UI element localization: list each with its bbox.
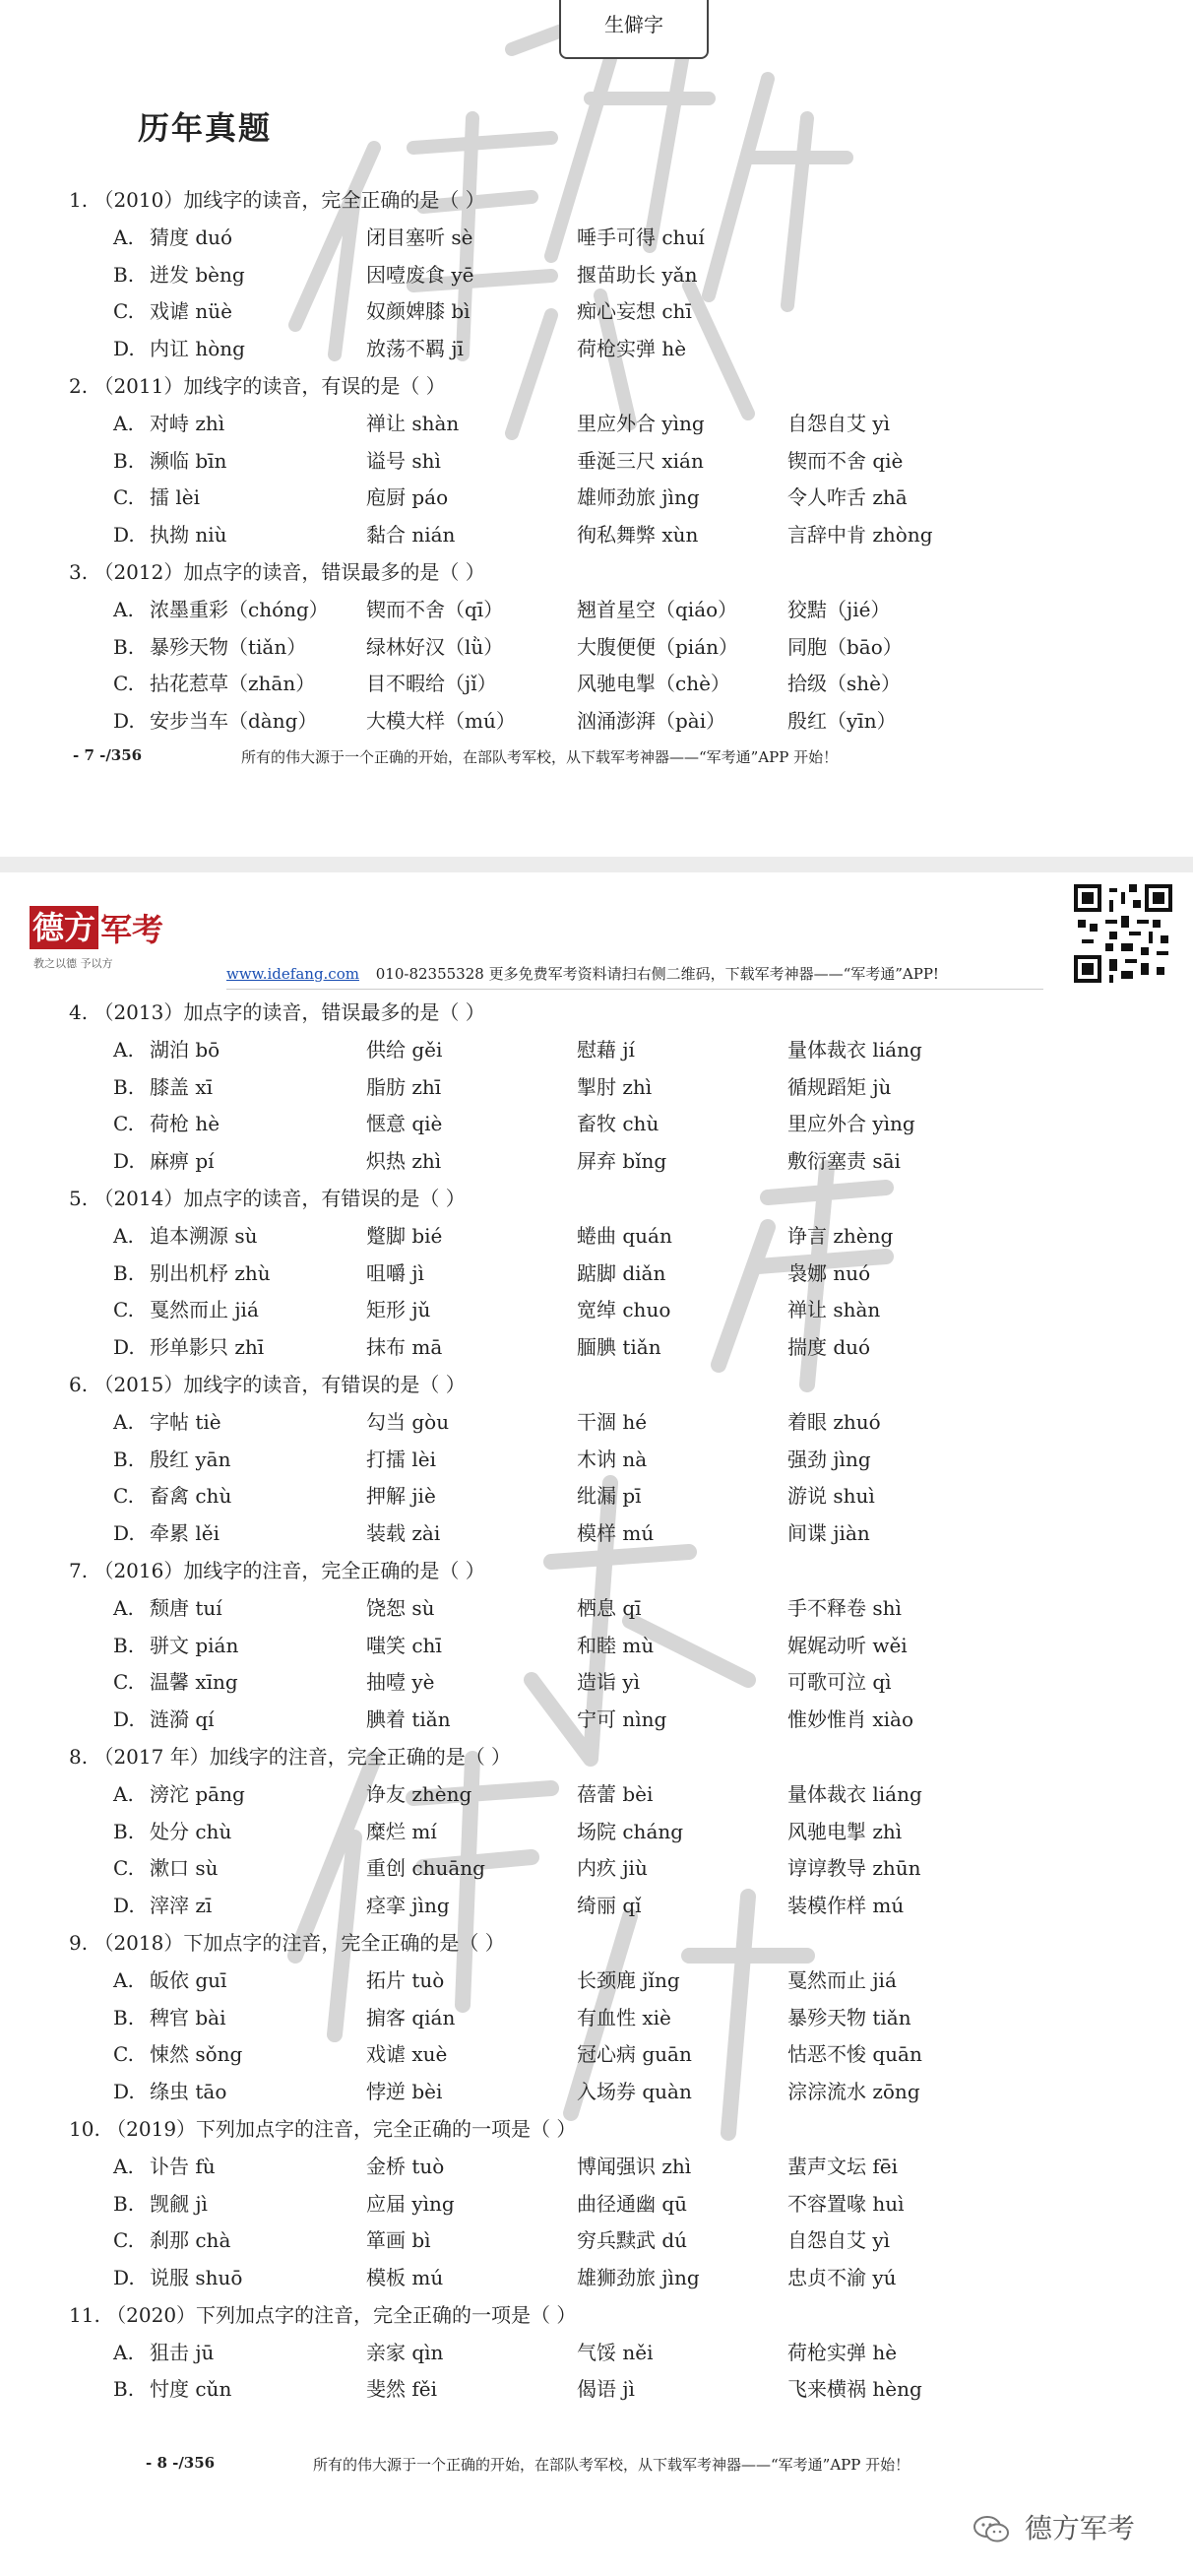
option-item: 悚然 sǒng — [150, 2042, 243, 2067]
option-item: 敷衍塞责 sāi — [787, 1149, 901, 1174]
option-item: 言辞中肯 zhòng — [787, 523, 933, 547]
option-item: 拓片 tuò — [366, 1967, 445, 1992]
option-label: B. — [113, 2005, 135, 2029]
option-item: 蹩脚 bié — [366, 1223, 443, 1248]
option-item: 奴颜婢膝 bì — [366, 299, 471, 324]
option-row — [69, 1218, 1152, 1256]
option-item: 禅让 shàn — [787, 1298, 881, 1322]
page-footer: 所有的伟大源于一个正确的开始，在部队考军校，从下载军考神器——“军考通”APP 开始！ — [241, 748, 839, 766]
question-text: 6. （2015）加线字的读音，有错误的是（ ） — [69, 1372, 466, 1396]
option-label: A. — [113, 1223, 134, 1248]
option-item: 狡黠（jié） — [787, 597, 891, 621]
option-item: 饶恕 sù — [366, 1595, 435, 1620]
option-item: 膝盖 xī — [150, 1074, 214, 1099]
question-stem — [69, 554, 1152, 592]
question-text: 10. （2019）下列加点字的注音，完全正确的一项是（ ） — [69, 2116, 577, 2141]
option-item: 抽噎 yè — [366, 1670, 435, 1695]
option-item: 畜禽 chù — [150, 1484, 232, 1509]
option-label: B. — [113, 448, 135, 473]
option-row — [69, 1404, 1152, 1442]
option-item: 殷红（yīn） — [787, 709, 897, 734]
option-item: 娓娓动听 wěi — [787, 1633, 908, 1657]
header-text: 010-82355328 更多免费军考资料请扫右侧二维码，下载军考神器——“军考通”APP! — [375, 965, 939, 983]
option-item: 踮脚 diǎn — [577, 1260, 666, 1285]
option-item: 淙淙流水 zōng — [787, 2080, 920, 2104]
option-item: 飞来横祸 hèng — [787, 2377, 922, 2402]
option-item: 腆着 tiǎn — [366, 1707, 451, 1732]
option-label: A. — [113, 1409, 134, 1434]
option-item: 模板 mú — [366, 2266, 444, 2290]
option-item: 锲而不舍（qī） — [366, 597, 504, 621]
option-item: 忠贞不渝 yú — [787, 2266, 897, 2290]
option-item: 揠苗助长 yǎn — [577, 262, 698, 287]
option-item: 雄狮劲旅 jìng — [577, 2266, 700, 2290]
question-text: 7. （2016）加线字的注音，完全正确的是（ ） — [69, 1558, 485, 1582]
option-item: 戏谑 xuè — [366, 2042, 448, 2067]
logo-mark: 德方 — [30, 906, 98, 949]
option-label: B. — [113, 1260, 135, 1285]
option-item: 稗官 bài — [150, 2005, 226, 2029]
option-item: 濒临 bīn — [150, 448, 227, 473]
option-row — [69, 1032, 1152, 1069]
option-item: 绿林好汉（lǜ） — [366, 634, 504, 659]
option-item: 勾当 gòu — [366, 1409, 450, 1434]
page-gap — [0, 857, 1193, 872]
option-item: 不容置喙 huì — [787, 2191, 905, 2216]
option-item: 模样 mú — [577, 1521, 655, 1546]
option-item: 掮客 qián — [366, 2005, 456, 2029]
option-row — [69, 1329, 1152, 1367]
option-item: 矩形 jǔ — [366, 1298, 431, 1322]
option-row — [69, 2074, 1152, 2111]
option-item: 诤言 zhèng — [787, 1223, 894, 1248]
option-item: 打擂 lèi — [366, 1447, 436, 1471]
option-item: 博闻强识 zhì — [577, 2154, 692, 2178]
option-item: 栖息 qī — [577, 1595, 642, 1620]
option-item: 自怨自艾 yì — [787, 411, 891, 435]
option-item: 干涸 hé — [577, 1409, 648, 1434]
option-item: 游说 shuì — [787, 1484, 875, 1509]
header-divider — [226, 989, 1043, 990]
option-item: 押解 jiè — [366, 1484, 436, 1509]
question-stem — [69, 2297, 1152, 2335]
question-text: 8. （2017 年）加线字的注音，完全正确的是（ ） — [69, 1744, 512, 1769]
option-item: 气馁 něi — [577, 2340, 654, 2364]
option-item: 戛然而止 jiá — [150, 1298, 259, 1322]
option-item: 别出机杼 zhù — [150, 1260, 271, 1285]
option-item: 牵累 lěi — [150, 1521, 220, 1546]
option-label: C. — [113, 485, 134, 510]
option-item: 里应外合 yìng — [577, 411, 705, 435]
option-label: A. — [113, 2154, 134, 2178]
question-stem — [69, 368, 1152, 406]
option-label: C. — [113, 299, 134, 324]
option-item: 强劲 jìng — [787, 1447, 871, 1471]
option-row — [69, 517, 1152, 554]
option-row — [69, 480, 1152, 517]
wechat-label: 德方军考 — [1024, 2512, 1135, 2544]
question-text: 1. （2010）加线字的读音，完全正确的是（ ） — [69, 188, 485, 212]
page-number: - 7 -/356 — [73, 746, 143, 764]
option-label: C. — [113, 1670, 134, 1695]
option-label: B. — [113, 2191, 135, 2216]
option-item: 供给 gěi — [366, 1037, 443, 1062]
option-item: 殷红 yān — [150, 1447, 231, 1471]
option-item: 袅娜 nuó — [787, 1260, 871, 1285]
option-item: 量体裁衣 liáng — [787, 1781, 922, 1806]
option-item: 怙恶不悛 quān — [787, 2042, 922, 2067]
question-list — [69, 182, 1152, 741]
option-label: A. — [113, 411, 134, 435]
option-row — [69, 1256, 1152, 1293]
question-text: 4. （2013）加点字的读音，错误最多的是（ ） — [69, 1000, 485, 1024]
option-label: D. — [113, 2080, 135, 2104]
option-item: 着眼 zhuó — [787, 1409, 881, 1434]
option-item: 滓滓 zī — [150, 1894, 213, 1918]
option-item: 自怨自艾 yì — [787, 2228, 891, 2253]
option-item: 蜚声文坛 fēi — [787, 2154, 898, 2178]
question-text: 3. （2012）加点字的读音，错误最多的是（ ） — [69, 559, 485, 584]
option-item: 手不释卷 shì — [787, 1595, 902, 1620]
option-row — [69, 443, 1152, 481]
option-row — [69, 257, 1152, 294]
option-row — [69, 1292, 1152, 1329]
option-label: A. — [113, 225, 134, 249]
option-item: 唾手可得 chuí — [577, 225, 705, 249]
option-label: B. — [113, 1074, 135, 1099]
option-item: 戏谑 nüè — [150, 299, 232, 324]
option-item: 痉挛 jìng — [366, 1894, 450, 1918]
option-item: 拈花惹草（zhān） — [150, 672, 316, 696]
question-list — [69, 995, 1152, 2409]
option-item: 迸发 bèng — [150, 262, 245, 287]
option-item: 亲家 qìn — [366, 2340, 444, 2364]
option-item: 追本溯源 sù — [150, 1223, 258, 1248]
option-item: 风驰电掣（chè） — [577, 672, 730, 696]
option-item: 放荡不羁 jī — [366, 337, 464, 361]
option-row — [69, 2371, 1152, 2409]
question-stem — [69, 995, 1152, 1032]
option-item: 金桥 tuò — [366, 2154, 445, 2178]
option-label: D. — [113, 709, 135, 734]
option-item: 湖泊 bō — [150, 1037, 220, 1062]
option-item: 大腹便便（pián） — [577, 634, 739, 659]
option-item: 造诣 yì — [577, 1670, 641, 1695]
option-item: 骈文 pián — [150, 1633, 239, 1657]
question-stem — [69, 1925, 1152, 1963]
option-label: A. — [113, 1781, 134, 1806]
option-row — [69, 2149, 1152, 2186]
option-row — [69, 1702, 1152, 1739]
option-item: 腼腆 tiǎn — [577, 1335, 661, 1360]
option-item: 蓓蕾 bèi — [577, 1781, 654, 1806]
option-label: B. — [113, 634, 135, 659]
page-header — [226, 963, 939, 984]
option-item: 滂沱 pāng — [150, 1781, 245, 1806]
option-item: 可歌可泣 qì — [787, 1670, 892, 1695]
option-label: D. — [113, 1521, 135, 1546]
option-item: 内疚 jiù — [577, 1856, 648, 1881]
option-item: 量体裁衣 liáng — [787, 1037, 922, 1062]
option-item: 雄师劲旅 jìng — [577, 485, 700, 510]
option-item: 汹涌澎湃（pài） — [577, 709, 726, 734]
question-stem — [69, 1739, 1152, 1776]
option-row — [69, 1143, 1152, 1181]
option-row — [69, 1069, 1152, 1107]
option-row — [69, 1776, 1152, 1814]
option-item: 目不暇给（jǐ） — [366, 672, 497, 696]
option-row — [69, 406, 1152, 443]
option-item: 装模作样 mú — [787, 1894, 905, 1918]
option-row — [69, 220, 1152, 257]
option-item: 诤友 zhèng — [366, 1781, 472, 1806]
option-label: D. — [113, 2266, 135, 2290]
option-item: 有血性 xiè — [577, 2005, 671, 2029]
option-row — [69, 293, 1152, 331]
option-item: 暴殄天物（tiǎn） — [150, 634, 307, 659]
option-item: 冠心病 guān — [577, 2042, 692, 2067]
option-row — [69, 1442, 1152, 1479]
option-item: 讣告 fù — [150, 2154, 216, 2178]
option-item: 浓墨重彩（chóng） — [150, 597, 329, 621]
option-item: 戛然而止 jiá — [787, 1967, 897, 1992]
wechat-icon — [973, 2515, 1010, 2544]
option-label: C. — [113, 2228, 134, 2253]
option-label: C. — [113, 1856, 134, 1881]
option-item: 形单影只 zhī — [150, 1335, 265, 1360]
option-item: 咀嚼 jì — [366, 1260, 424, 1285]
option-item: 入场券 quàn — [577, 2080, 692, 2104]
option-item: 宁可 nìng — [577, 1707, 667, 1732]
option-item: 黏合 nián — [366, 523, 456, 547]
option-item: 慰藉 jí — [577, 1037, 635, 1062]
option-item: 内讧 hòng — [150, 337, 245, 361]
option-item: 闭目塞听 sè — [366, 225, 473, 249]
option-item: 蜷曲 quán — [577, 1223, 672, 1248]
option-item: 木讷 nà — [577, 1447, 648, 1471]
option-item: 皈依 guī — [150, 1967, 227, 1992]
question-stem — [69, 1553, 1152, 1590]
option-item: 大模大样（mú） — [366, 709, 516, 734]
option-row — [69, 1814, 1152, 1851]
option-item: 箪画 bì — [366, 2228, 431, 2253]
option-label: D. — [113, 1335, 135, 1360]
page-number: - 8 -/356 — [146, 2454, 216, 2472]
option-item: 对峙 zhì — [150, 411, 225, 435]
option-row — [69, 1850, 1152, 1888]
option-item: 屏弃 bǐng — [577, 1149, 667, 1174]
option-item: 垂涎三尺 xián — [577, 448, 704, 473]
website-link[interactable]: www.idefang.com — [226, 965, 359, 983]
option-item: 和睦 mù — [577, 1633, 655, 1657]
option-label: A. — [113, 1595, 134, 1620]
option-item: 执拗 niù — [150, 523, 227, 547]
option-item: 觊觎 jì — [150, 2191, 208, 2216]
option-label: C. — [113, 1484, 134, 1509]
option-label: C. — [113, 1298, 134, 1322]
option-item: 猜度 duó — [150, 225, 233, 249]
question-stem — [69, 1367, 1152, 1404]
option-item: 忖度 cǔn — [150, 2377, 232, 2402]
option-item: 里应外合 yìng — [787, 1112, 915, 1136]
option-item: 纰漏 pī — [577, 1484, 642, 1509]
option-label: C. — [113, 2042, 134, 2067]
option-item: 颓唐 tuí — [150, 1595, 222, 1620]
option-item: 痴心妄想 chī — [577, 299, 692, 324]
option-label: B. — [113, 1633, 135, 1657]
question-text: 9. （2018）下加点字的注音，完全正确的是（ ） — [69, 1930, 505, 1955]
option-row — [69, 629, 1152, 667]
option-row — [69, 1478, 1152, 1515]
option-row — [69, 331, 1152, 368]
option-item: 揣度 duó — [787, 1335, 871, 1360]
option-item: 装载 zài — [366, 1521, 441, 1546]
option-item: 狙击 jū — [150, 2340, 215, 2364]
option-item: 绦虫 tāo — [150, 2080, 227, 2104]
option-item: 长颈鹿 jǐng — [577, 1967, 680, 1992]
option-item: 擂 lèi — [150, 485, 200, 510]
option-item: 谥号 shì — [366, 448, 441, 473]
option-row — [69, 2186, 1152, 2223]
option-item: 场院 cháng — [577, 1819, 684, 1843]
option-item: 掣肘 zhì — [577, 1074, 653, 1099]
option-label: D. — [113, 1894, 135, 1918]
option-label: D. — [113, 1149, 135, 1174]
option-row — [69, 2222, 1152, 2260]
option-item: 荷枪实弹 hè — [577, 337, 687, 361]
option-row — [69, 703, 1152, 741]
question-stem — [69, 2111, 1152, 2149]
option-row — [69, 592, 1152, 629]
option-item: 暴殄天物 tiǎn — [787, 2005, 911, 2029]
option-item: 字帖 tiè — [150, 1409, 221, 1434]
option-item: 安步当车（dàng） — [150, 709, 318, 734]
option-row — [69, 2036, 1152, 2074]
question-stem — [69, 1181, 1152, 1218]
qr-code-icon — [1069, 884, 1177, 983]
option-item: 间谍 jiàn — [787, 1521, 870, 1546]
option-row — [69, 2260, 1152, 2297]
document-page-8 — [0, 872, 1193, 2576]
option-row — [69, 2335, 1152, 2372]
option-label: B. — [113, 1447, 135, 1471]
option-label: A. — [113, 1037, 134, 1062]
logo-slogan: 教之以德 予以方 — [33, 957, 113, 970]
page-title: 历年真题 — [138, 109, 273, 147]
option-item: 绮丽 qǐ — [577, 1894, 642, 1918]
question-stem — [69, 182, 1152, 220]
option-item: 同胞（bāo） — [787, 634, 903, 659]
option-item: 涟漪 qí — [150, 1707, 215, 1732]
option-item: 惬意 qiè — [366, 1112, 443, 1136]
option-item: 处分 chù — [150, 1819, 232, 1843]
option-row — [69, 1628, 1152, 1665]
logo-text: 军考 — [100, 911, 164, 948]
option-item: 穷兵黩武 dú — [577, 2228, 688, 2253]
option-item: 谆谆教导 zhūn — [787, 1856, 921, 1881]
option-item: 拾级（shè） — [787, 672, 901, 696]
option-item: 应届 yìng — [366, 2191, 455, 2216]
option-label: B. — [113, 1819, 135, 1843]
option-label: D. — [113, 337, 135, 361]
option-item: 刹那 chà — [150, 2228, 231, 2253]
option-item: 重创 chuāng — [366, 1856, 485, 1881]
option-item: 漱口 sù — [150, 1856, 219, 1881]
option-label: A. — [113, 2340, 134, 2364]
option-item: 循规蹈矩 jù — [787, 1074, 892, 1099]
option-item: 麻痹 pí — [150, 1149, 215, 1174]
page-footer: 所有的伟大源于一个正确的开始，在部队考军校，从下载军考神器——“军考通”APP 开始！ — [313, 2456, 910, 2474]
option-label: A. — [113, 1967, 134, 1992]
option-row — [69, 1590, 1152, 1628]
option-item: 嗤笑 chī — [366, 1633, 442, 1657]
option-item: 禅让 shàn — [366, 411, 460, 435]
option-label: A. — [113, 597, 134, 621]
option-item: 温馨 xīng — [150, 1670, 238, 1695]
section-tab: 生僻字 — [559, 0, 709, 59]
option-item: 荷枪实弹 hè — [787, 2340, 898, 2364]
option-label: D. — [113, 523, 135, 547]
question-text: 2. （2011）加线字的读音，有误的是（ ） — [69, 373, 446, 398]
option-item: 翘首星空（qiáo） — [577, 597, 738, 621]
option-item: 炽热 zhì — [366, 1149, 442, 1174]
option-item: 糜烂 mí — [366, 1819, 437, 1843]
option-row — [69, 1963, 1152, 2000]
document-page-7 — [0, 0, 1193, 857]
option-label: C. — [113, 1112, 134, 1136]
option-item: 徇私舞弊 xùn — [577, 523, 699, 547]
option-item: 抹布 mā — [366, 1335, 443, 1360]
option-item: 锲而不舍 qiè — [787, 448, 904, 473]
option-label: C. — [113, 672, 134, 696]
option-item: 偈语 jì — [577, 2377, 635, 2402]
option-item: 惟妙惟肖 xiào — [787, 1707, 913, 1732]
option-row — [69, 1515, 1152, 1553]
option-item: 曲径通幽 qū — [577, 2191, 688, 2216]
option-label: B. — [113, 262, 135, 287]
option-item: 悖逆 bèi — [366, 2080, 443, 2104]
option-row — [69, 2000, 1152, 2037]
option-item: 斐然 fěi — [366, 2377, 437, 2402]
option-label: B. — [113, 2377, 135, 2402]
option-item: 说服 shuō — [150, 2266, 243, 2290]
option-row — [69, 666, 1152, 703]
wechat-account — [973, 2507, 1135, 2546]
option-item: 庖厨 páo — [366, 485, 449, 510]
option-item: 畜牧 chù — [577, 1112, 659, 1136]
brand-logo — [30, 906, 177, 975]
question-text: 11. （2020）下列加点字的注音，完全正确的一项是（ ） — [69, 2302, 577, 2327]
option-item: 令人咋舌 zhā — [787, 485, 908, 510]
option-row — [69, 1664, 1152, 1702]
question-text: 5. （2014）加点字的读音，有错误的是（ ） — [69, 1186, 466, 1210]
option-item: 脂肪 zhī — [366, 1074, 442, 1099]
option-item: 因噎废食 yē — [366, 262, 474, 287]
option-item: 风驰电掣 zhì — [787, 1819, 903, 1843]
option-label: D. — [113, 1707, 135, 1732]
option-item: 宽绰 chuo — [577, 1298, 671, 1322]
option-row — [69, 1106, 1152, 1143]
option-item: 荷枪 hè — [150, 1112, 220, 1136]
option-row — [69, 1888, 1152, 1925]
